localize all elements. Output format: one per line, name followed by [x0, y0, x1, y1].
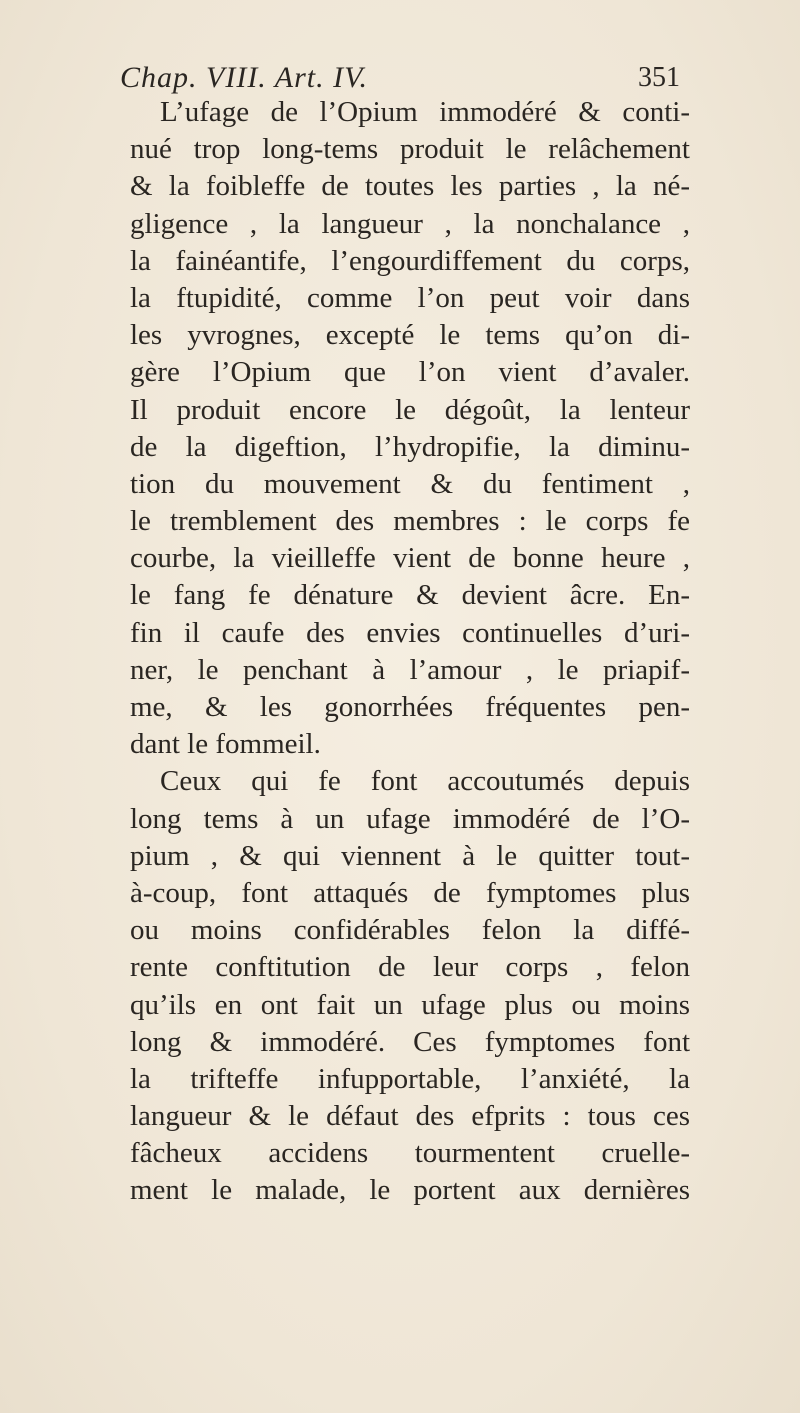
text-line: fâcheux accidens tourmentent cruelle- [130, 1137, 690, 1170]
text-line: fin il caufe des envies continuelles d’uri- [130, 616, 690, 649]
text-line: le fang fe dénature & devient âcre. En- [130, 579, 690, 612]
text-line: gligence , la langueur , la nonchalance , [130, 207, 690, 240]
body-text [130, 94, 690, 1210]
text-line: Ceux qui fe font accoutumés depuis [160, 765, 690, 798]
text-line: L’ufage de l’Opium immodéré & conti- [160, 96, 690, 128]
text-line: les yvrognes, excepté le tems qu’on di- [130, 319, 690, 352]
text-line: la fainéantife, l’engourdiffement du corps, [130, 244, 690, 277]
text-line: & la foibleffe de toutes les parties , la né- [130, 170, 690, 203]
text-line: courbe, la vieilleffe vient de bonne heure , [130, 542, 690, 575]
text-line: le tremblement des membres : le corps fe [130, 505, 690, 538]
text-line: ment le malade, le portent aux dernières [130, 1174, 690, 1207]
text-line: de la digeftion, l’hydropifie, la diminu- [130, 430, 690, 463]
text-line: langueur & le défaut des efprits : tous ces [130, 1100, 690, 1133]
text-line: nué trop long-tems produit le relâchement [130, 133, 690, 166]
text-line: gère l’Opium que l’on vient d’avaler. [130, 356, 690, 389]
text-line: la trifteffe infupportable, l’anxiété, la [130, 1062, 690, 1095]
running-head: Chap. VIII. Art. IV. [120, 61, 369, 94]
text-line: à-coup, font attaqués de fymptomes plus [130, 876, 690, 909]
text-line: long & immodéré. Ces fymptomes font [130, 1025, 690, 1058]
text-line: tion du mouvement & du fentiment , [130, 467, 690, 500]
text-line: rente conftitution de leur corps , felon [130, 951, 690, 984]
page-number: 351 [638, 62, 680, 93]
text-line: dant le fommeil. [130, 728, 321, 761]
text-line: ou moins confidérables felon la diffé- [130, 914, 690, 947]
text-line: me, & les gonorrhées fréquentes pen- [130, 691, 690, 723]
text-line: long tems à un ufage immodéré de l’O- [130, 802, 690, 835]
text-line: pium , & qui viennent à le quitter tout- [130, 839, 690, 872]
text-line: Il produit encore le dégoût, la lenteur [130, 393, 690, 426]
text-line: la ftupidité, comme l’on peut voir dans [130, 281, 690, 314]
text-line: ner, le penchant à l’amour , le priapif- [130, 653, 690, 686]
text-line: qu’ils en ont fait un ufage plus ou moins [130, 988, 690, 1021]
